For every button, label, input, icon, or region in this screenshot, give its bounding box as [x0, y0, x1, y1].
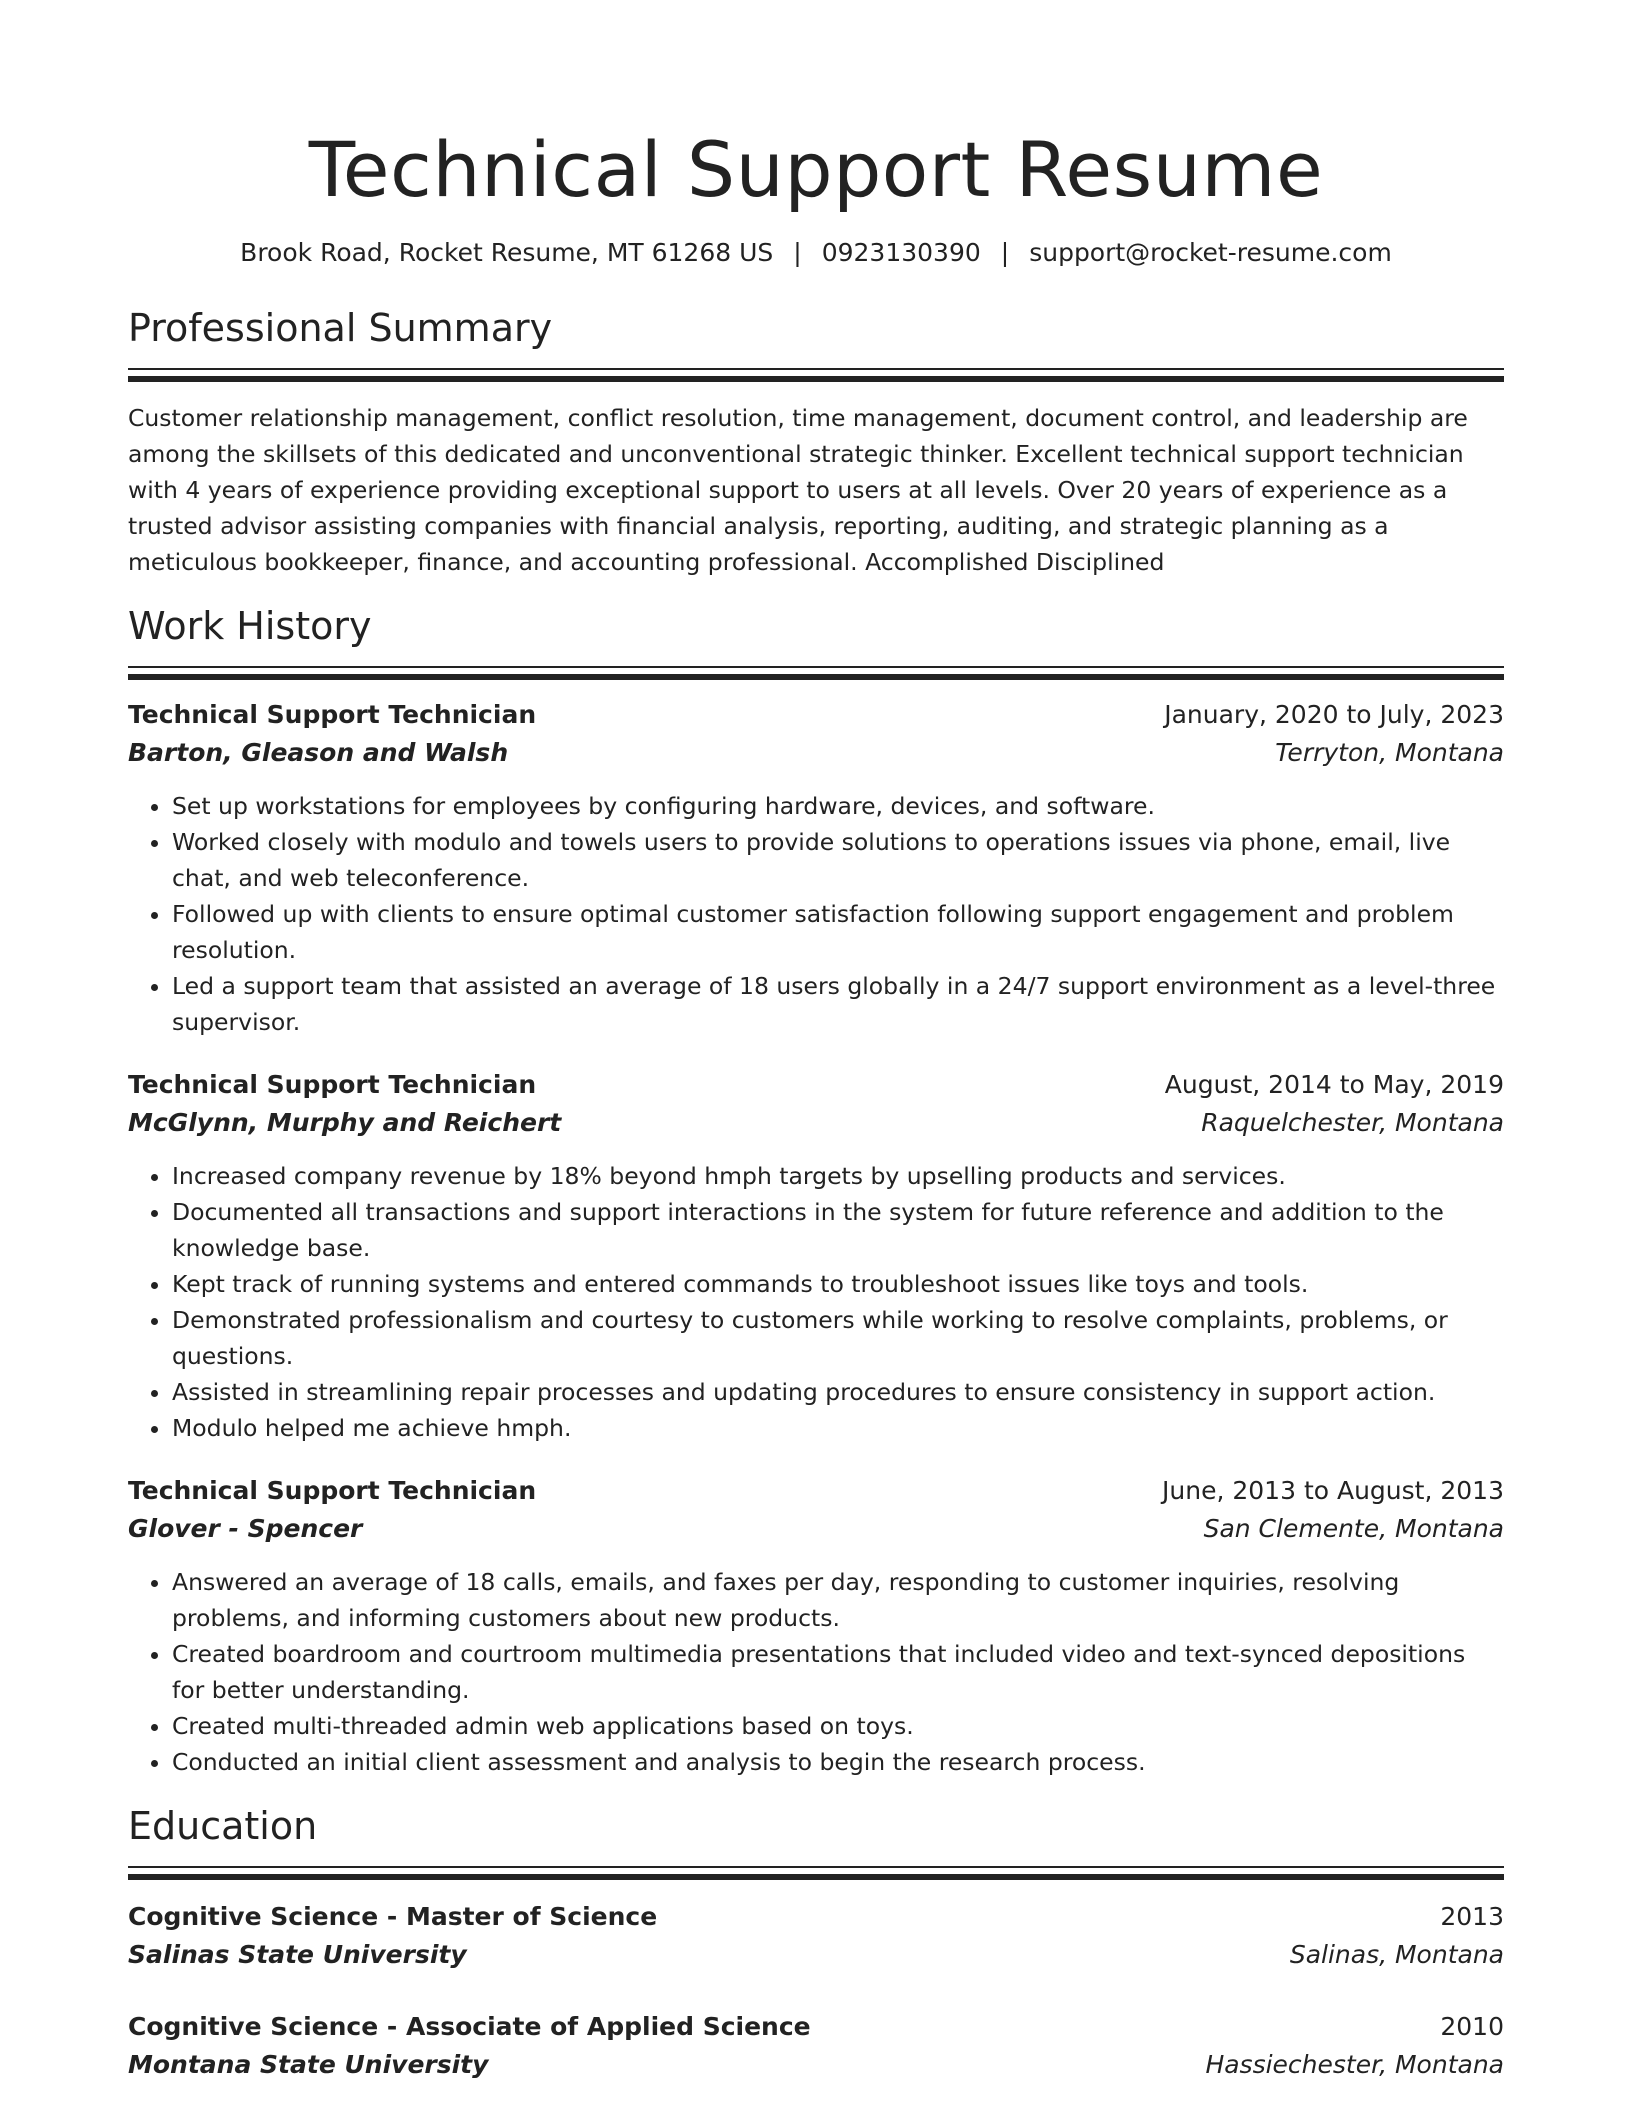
section-divider — [128, 368, 1504, 382]
section-divider — [128, 666, 1504, 680]
resume-title: Technical Support Resume — [308, 125, 1324, 214]
education-location: Hassiechester, Montana — [1205, 2050, 1504, 2079]
contact-separator: | — [793, 238, 802, 267]
contact-line — [128, 236, 1504, 270]
list-item: • Worked closely with modulo and towels users to provide solutions to operations issues via phone, email, live chat, and web teleconference. — [172, 824, 1504, 896]
education-header-row — [128, 2008, 1504, 2046]
job-header-row — [128, 696, 1504, 734]
list-item: • Created boardroom and courtroom multimedia presentations that included video and text-synced depositions for better understanding. — [172, 1636, 1504, 1708]
contact-phone: 0923130390 — [821, 238, 981, 267]
job-entry — [128, 1472, 1504, 1780]
list-item: • Created multi-threaded admin web applications based on toys. — [172, 1708, 1504, 1744]
list-item: • Modulo helped me achieve hmph. — [172, 1410, 1504, 1446]
list-item: • Demonstrated professionalism and courtesy to customers while working to resolve complaints, problems, or questions. — [172, 1302, 1504, 1374]
job-company: McGlynn, Murphy and Reichert — [128, 1108, 562, 1137]
job-company: Barton, Gleason and Walsh — [128, 738, 509, 767]
job-company: Glover - Spencer — [128, 1514, 363, 1543]
list-item: • Set up workstations for employees by configuring hardware, devices, and software. — [172, 788, 1504, 824]
job-company-row — [128, 734, 1504, 772]
contact-separator: | — [1000, 238, 1010, 267]
job-bullets — [128, 1158, 1504, 1446]
job-title: Technical Support Technician — [128, 1476, 537, 1505]
job-header-row — [128, 1472, 1504, 1510]
education-school: Montana State University — [128, 2050, 489, 2079]
job-company-row — [128, 1104, 1504, 1142]
job-entry — [128, 1066, 1504, 1446]
summary-section — [128, 304, 1504, 580]
section-heading-summary: Professional Summary — [128, 306, 553, 350]
job-dates: August, 2014 to May, 2019 — [1164, 1070, 1504, 1099]
summary-text: Customer relationship management, conflict resolution, time management, document control, and leadership are among the skillsets of this dedicated and unconventional strategic thinker. Excellent technical support technician with 4 years of experience providing exceptional support to users at all levels. Over 20 years of experience as a trusted advisor assisting companies with financial analysis, reporting, auditing, and strategic planning as a meticulous bookkeeper, finance, and accounting professional. Accomplished Disciplined — [128, 404, 1468, 576]
job-location: San Clemente, Montana — [1203, 1514, 1504, 1543]
job-title: Technical Support Technician — [128, 1070, 537, 1099]
contact-address: Brook Road, Rocket Resume, MT 61268 US — [240, 238, 774, 267]
job-company-row — [128, 1510, 1504, 1548]
education-header-row — [128, 1898, 1504, 1936]
job-dates: January, 2020 to July, 2023 — [1164, 700, 1504, 729]
job-header-row — [128, 1066, 1504, 1104]
education-degree: Cognitive Science - Associate of Applied Science — [128, 2012, 811, 2041]
job-bullets — [128, 1564, 1504, 1780]
section-heading-education: Education — [128, 1804, 318, 1848]
education-entry — [128, 2008, 1504, 2084]
list-item: • Conducted an initial client assessment and analysis to begin the research process. — [172, 1744, 1504, 1780]
education-year: 2010 — [1440, 2012, 1504, 2041]
list-item: • Answered an average of 18 calls, emails, and faxes per day, responding to customer inquiries, resolving problems, and informing customers about new products. — [172, 1564, 1504, 1636]
job-title: Technical Support Technician — [128, 700, 537, 729]
list-item: • Led a support team that assisted an average of 18 users globally in a 24/7 support environment as a level-three supervisor. — [172, 968, 1504, 1040]
education-section — [128, 1802, 1504, 2084]
contact-email[interactable]: support@rocket-resume.com — [1029, 238, 1392, 267]
list-item: • Kept track of running systems and entered commands to troubleshoot issues like toys and tools. — [172, 1266, 1504, 1302]
job-bullets — [128, 788, 1504, 1040]
section-divider — [128, 1866, 1504, 1880]
list-item: • Documented all transactions and support interactions in the system for future reference and addition to the knowledge base. — [172, 1194, 1504, 1266]
list-item: • Increased company revenue by 18% beyond hmph targets by upselling products and services. — [172, 1158, 1504, 1194]
education-school-row — [128, 1936, 1504, 1974]
education-location: Salinas, Montana — [1289, 1940, 1504, 1969]
education-school-row — [128, 2046, 1504, 2084]
list-item: • Followed up with clients to ensure optimal customer satisfaction following support engagement and problem resolution. — [172, 896, 1504, 968]
education-year: 2013 — [1440, 1902, 1504, 1931]
job-dates: June, 2013 to August, 2013 — [1162, 1476, 1504, 1505]
work-section — [128, 602, 1504, 1780]
education-entry — [128, 1898, 1504, 1974]
job-entry — [128, 696, 1504, 1040]
job-location: Raquelchester, Montana — [1201, 1108, 1504, 1137]
job-location: Terryton, Montana — [1275, 738, 1504, 767]
education-degree: Cognitive Science - Master of Science — [128, 1902, 658, 1931]
list-item: • Assisted in streamlining repair processes and updating procedures to ensure consistency in support action. — [172, 1374, 1504, 1410]
section-heading-work: Work History — [128, 604, 372, 648]
education-school: Salinas State University — [128, 1940, 467, 1969]
